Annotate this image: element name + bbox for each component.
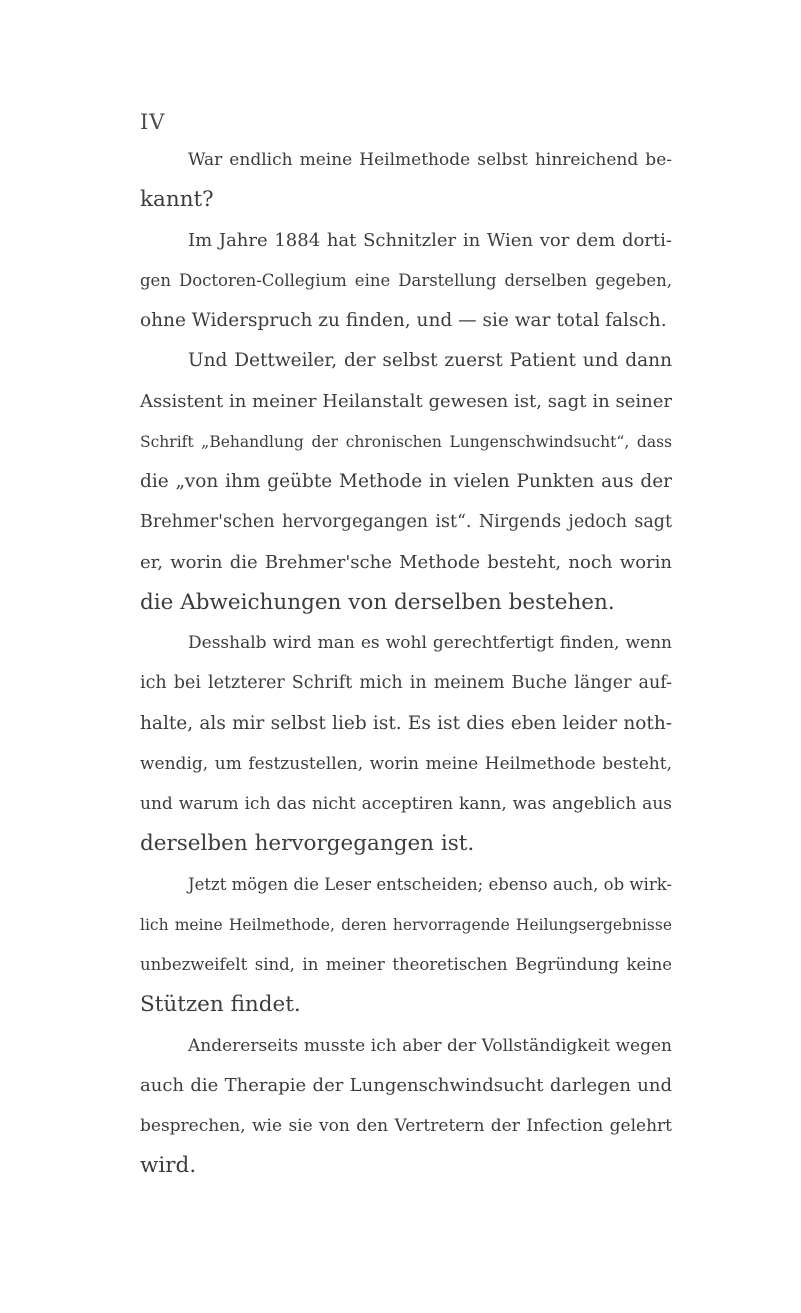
text-line: und warum ich das nicht acceptiren kann, was angeblich aus (140, 794, 672, 814)
text-line: gen Doctoren-Collegium eine Darstellung derselben gegeben, (140, 270, 672, 290)
text-line: Brehmer'schen hervorgegangen ist“. Nirgends jedoch sagt (140, 512, 672, 533)
text-line: besprechen, wie sie von den Vertretern der Infection gelehrt (140, 1116, 672, 1136)
text-line: Im Jahre 1884 hat Schnitzler in Wien vor dem dorti- (188, 229, 672, 251)
body-text (140, 140, 672, 1187)
text-line: derselben hervorgegangen ist. (140, 831, 475, 857)
text-line: unbezweifelt sind, in meiner theoretischen Begründung keine (140, 955, 672, 974)
text-line: er, worin die Brehmer'sche Methode besteht, noch worin (140, 551, 672, 573)
text-line: ich bei letzterer Schrift mich in meinem Buche länger auf- (140, 673, 672, 694)
page-number: IV (140, 110, 166, 134)
text-line: Schrift „Behandlung der chronischen Lungenschwindsucht“, dass (140, 432, 672, 451)
text-line: War endlich meine Heilmethode selbst hinreichend be- (188, 150, 672, 170)
text-line: wendig, um festzustellen, worin meine Heilmethode besteht, (140, 753, 672, 774)
text-line: Und Dettweiler, der selbst zuerst Patient und dann (188, 350, 672, 372)
text-line: Desshalb wird man es wohl gerechtfertigt finden, wenn (188, 633, 672, 653)
text-line: ohne Widerspruch zu finden, und — sie war total falsch. (140, 310, 667, 331)
text-line: Stützen findet. (140, 992, 301, 1018)
text-line: Andererseits musste ich aber der Vollständigkeit wegen (188, 1035, 672, 1056)
text-line: wird. (140, 1153, 197, 1179)
text-line: Assistent in meiner Heilanstalt gewesen ist, sagt in seiner (140, 390, 672, 412)
text-line: kannt? (140, 187, 214, 213)
text-line: auch die Therapie der Lungenschwindsucht darlegen und (140, 1074, 672, 1096)
text-line: die Abweichungen von derselben bestehen. (140, 589, 615, 615)
text-line: Jetzt mögen die Leser entscheiden; ebenso auch, ob wirk- (188, 874, 672, 894)
text-line: halte, als mir selbst lieb ist. Es ist dies eben leider noth- (140, 712, 672, 734)
text-line: lich meine Heilmethode, deren hervorragende Heilungsergebnisse (140, 915, 672, 934)
text-line: die „von ihm geübte Methode in vielen Punkten aus der (140, 471, 672, 492)
